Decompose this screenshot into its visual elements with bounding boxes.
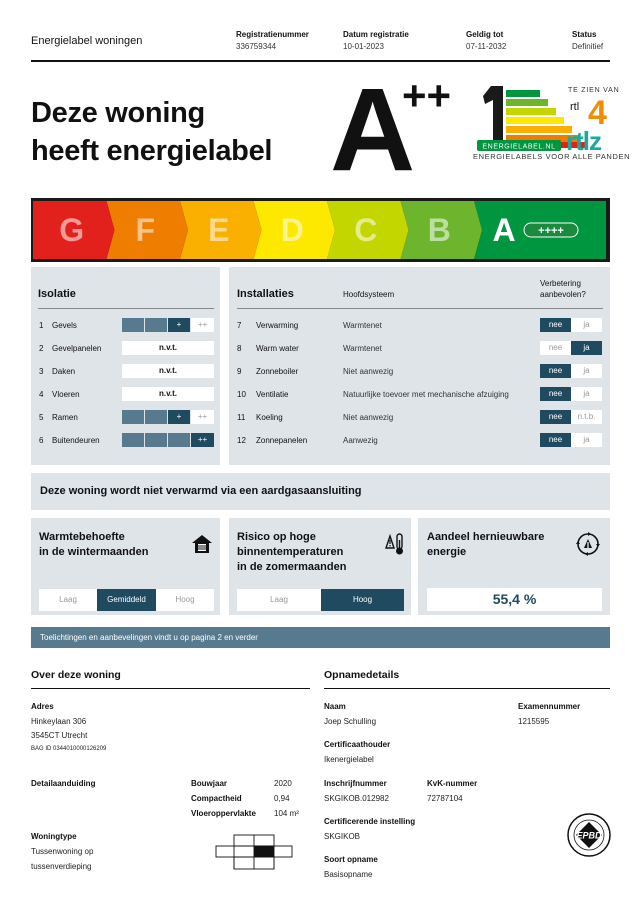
verbetering-ja: ja xyxy=(571,341,602,355)
certificaathouder-value: Ikenergielabel xyxy=(324,755,374,764)
installatie-row-num: 9 xyxy=(237,367,242,376)
isolatie-row-num: 2 xyxy=(39,344,44,353)
bouwjaar-label: Bouwjaar xyxy=(191,779,228,788)
isolatie-bar-plus: + xyxy=(168,318,190,332)
isolatie-bar-segment xyxy=(122,410,144,424)
isolatie-row-name: Gevelpanelen xyxy=(52,344,102,353)
instelling-value: SKGIKOB xyxy=(324,832,361,841)
scale-letter-b: B xyxy=(427,212,451,248)
isolatie-value-nvt: n.v.t. xyxy=(122,364,214,378)
isolatie-bar-segment xyxy=(145,318,167,332)
naam-label: Naam xyxy=(324,702,346,711)
installatie-row-name: Ventilatie xyxy=(256,390,289,399)
installatie-row-name: Koeling xyxy=(256,413,283,422)
soort-opname-label: Soort opname xyxy=(324,855,378,864)
adres-city: 3545CT Utrecht xyxy=(31,731,88,740)
bag-id: BAG ID 0344010000126209 xyxy=(31,746,107,752)
isolatie-bar-empty: ++ xyxy=(191,410,214,424)
certificaathouder-label: Certificaathouder xyxy=(324,740,391,749)
inschrijfnummer-value: SKGIKOB.012982 xyxy=(324,794,389,803)
warmte-option-laag: Laag xyxy=(39,589,97,611)
warmte-option-hoog: Hoog xyxy=(156,589,214,611)
header-rule xyxy=(31,60,610,62)
scale-plus-text: ++++ xyxy=(538,225,564,237)
risico-panel xyxy=(229,518,411,615)
epbd-text: EPBD xyxy=(576,830,602,841)
installatie-row-system: Warmtenet xyxy=(343,321,382,330)
scale-letter-e: E xyxy=(208,212,230,248)
verbetering-nee: nee xyxy=(540,387,571,401)
scale-letter-a: A xyxy=(492,212,516,248)
installatie-row-system: Niet aanwezig xyxy=(343,367,394,376)
risico-title: Risico op hoge binnentemperaturen in de zomermaanden xyxy=(237,531,347,573)
isolatie-row-num: 4 xyxy=(39,390,44,399)
verbetering-nee: nee xyxy=(540,433,571,447)
isolatie-row-num: 1 xyxy=(39,321,44,330)
installatie-row-name: Verwarming xyxy=(256,321,299,330)
verbetering-ja: n.t.b. xyxy=(571,410,602,424)
installatie-row-num: 12 xyxy=(237,436,246,445)
bouwjaar-value: 2020 xyxy=(274,779,292,788)
warmtebehoefte-title: Warmtebehoefte in de wintermaanden xyxy=(39,531,149,558)
risico-option-laag: Laag xyxy=(237,589,321,611)
examen-label: Examennummer xyxy=(518,702,581,711)
col-verbetering: Verbetering aanbevolen? xyxy=(540,279,586,299)
scale-letter-c: C xyxy=(354,212,378,248)
isolatie-value-nvt: n.v.t. xyxy=(122,341,214,355)
installatie-row-num: 8 xyxy=(237,344,242,353)
renewable-energy-icon xyxy=(576,532,600,556)
rtl-logo xyxy=(566,84,630,154)
installaties-rule xyxy=(237,308,603,309)
document-type: Energielabel woningen xyxy=(31,35,143,47)
label-letter: A xyxy=(330,64,412,196)
rtlz-name: rtlz xyxy=(566,126,601,154)
isolatie-rule xyxy=(38,308,214,309)
detail-label: Detailaanduiding xyxy=(31,779,96,788)
isolatie-bar-empty: ++ xyxy=(191,318,214,332)
verbetering-ja: ja xyxy=(571,387,602,401)
woningtype-line1: Tussenwoning op xyxy=(31,847,94,856)
hero-title: Deze woning heeft energielabel xyxy=(31,97,273,167)
installatie-row-num: 11 xyxy=(237,413,246,422)
installatie-row-name: Warm water xyxy=(256,344,299,353)
verbetering-nee: nee xyxy=(540,318,571,332)
over-rule xyxy=(31,688,310,689)
isolatie-bar-segment xyxy=(145,433,167,447)
hernieuwbaar-panel xyxy=(418,518,610,615)
isolatie-bar-segment xyxy=(122,318,144,332)
examen-value: 1215595 xyxy=(518,717,550,726)
energy-scale-bar xyxy=(31,198,610,262)
scale-letter-g: G xyxy=(59,212,85,248)
installatie-row-num: 10 xyxy=(237,390,246,399)
thermometer-warning-icon xyxy=(385,532,405,556)
inschrijfnummer-label: Inschrijfnummer xyxy=(324,779,387,788)
vloeroppervlakte-label: Vloeroppervlakte xyxy=(191,809,256,818)
isolatie-panel xyxy=(31,267,220,465)
installatie-row-name: Zonnepanelen xyxy=(256,436,308,445)
opname-rule xyxy=(324,688,610,689)
woningtype-label: Woningtype xyxy=(31,832,77,841)
col-hoofdsysteem: Hoofdsysteem xyxy=(343,290,395,299)
hernieuwbaar-value: 55,4 % xyxy=(427,588,602,611)
isolatie-value-nvt: n.v.t. xyxy=(122,387,214,401)
compactheid-value: 0,94 xyxy=(274,794,290,803)
isolatie-row-name: Buitendeuren xyxy=(52,436,100,445)
verbetering-nee: nee xyxy=(540,341,571,355)
isolatie-row-name: Gevels xyxy=(52,321,77,330)
warmtebehoefte-panel xyxy=(31,518,220,615)
isolatie-bar-segment xyxy=(168,433,190,447)
isolatie-row-name: Daken xyxy=(52,367,76,376)
rtl-number: 4 xyxy=(588,94,607,132)
logo-caption: ENERGIELABELS VOOR ALLE PANDEN xyxy=(473,152,631,161)
gas-notice: Deze woning wordt niet verwarmd via een aardgasaansluiting xyxy=(31,473,610,510)
naam-value: Joep Schulling xyxy=(324,717,377,726)
vloeroppervlakte-value: 104 m² xyxy=(274,809,299,818)
installatie-row-name: Zonneboiler xyxy=(256,367,299,376)
installatie-row-system: Niet aanwezig xyxy=(343,413,394,422)
isolatie-row-num: 6 xyxy=(39,436,44,445)
isolatie-row-num: 3 xyxy=(39,367,44,376)
house-heat-icon xyxy=(191,534,213,554)
isolatie-row-name: Vloeren xyxy=(52,390,80,399)
scale-letter-f: F xyxy=(135,212,156,248)
logo-badge-text: ENERGIELABEL.NL xyxy=(482,143,556,151)
over-title: Over deze woning xyxy=(31,669,121,681)
label-plus: ++ xyxy=(402,72,452,119)
warmte-option-gemiddeld: Gemiddeld xyxy=(97,589,156,611)
header-registratienummer: Registratienummer 336759344 xyxy=(236,30,309,51)
opname-title: Opnamedetails xyxy=(324,669,400,681)
toelichting-notice: Toelichtingen en aanbevelingen vindt u op pagina 2 en verder xyxy=(31,627,610,648)
soort-opname-value: Basisopname xyxy=(324,870,373,879)
risico-option-hoog: Hoog xyxy=(321,589,404,611)
isolatie-bar-segment xyxy=(145,410,167,424)
verbetering-ja: ja xyxy=(571,364,602,378)
installatie-row-num: 7 xyxy=(237,321,242,330)
hernieuwbaar-title: Aandeel hernieuwbare energie xyxy=(427,531,545,558)
installaties-panel xyxy=(229,267,610,465)
building-type-icon xyxy=(214,834,294,870)
instelling-label: Certificerende instelling xyxy=(324,817,416,826)
isolatie-bar-plus: ++ xyxy=(191,433,214,447)
verbetering-ja: ja xyxy=(571,433,602,447)
verbetering-nee: nee xyxy=(540,410,571,424)
adres-label: Adres xyxy=(31,702,54,711)
woningtype-line2: tussenverdieping xyxy=(31,862,92,871)
installatie-row-system: Aanwezig xyxy=(343,436,378,445)
compactheid-label: Compactheid xyxy=(191,794,242,803)
installaties-title: Installaties xyxy=(237,288,294,300)
scale-letter-d: D xyxy=(280,212,304,248)
header-datum-registratie: Datum registratie 10-01-2023 xyxy=(343,30,409,51)
installatie-row-system: Warmtenet xyxy=(343,344,382,353)
verbetering-nee: nee xyxy=(540,364,571,378)
kvk-label: KvK-nummer xyxy=(427,779,478,788)
rtl-caption: TE ZIEN VAN xyxy=(568,87,620,94)
installatie-row-system: Natuurlijke toevoer met mechanische afzuiging xyxy=(343,390,509,399)
isolatie-title: Isolatie xyxy=(38,288,76,300)
rtl-name: rtl xyxy=(570,101,580,113)
header-geldig-tot: Geldig tot 07-11-2032 xyxy=(466,30,507,51)
verbetering-ja: ja xyxy=(571,318,602,332)
isolatie-row-name: Ramen xyxy=(52,413,78,422)
isolatie-row-num: 5 xyxy=(39,413,44,422)
header-status: Status Definitief xyxy=(572,30,604,51)
adres-street: Hinkeylaan 306 xyxy=(31,717,87,726)
kvk-value: 72787104 xyxy=(427,794,463,803)
epbd-seal xyxy=(566,812,612,858)
isolatie-bar-segment xyxy=(122,433,144,447)
isolatie-bar-plus: + xyxy=(168,410,190,424)
